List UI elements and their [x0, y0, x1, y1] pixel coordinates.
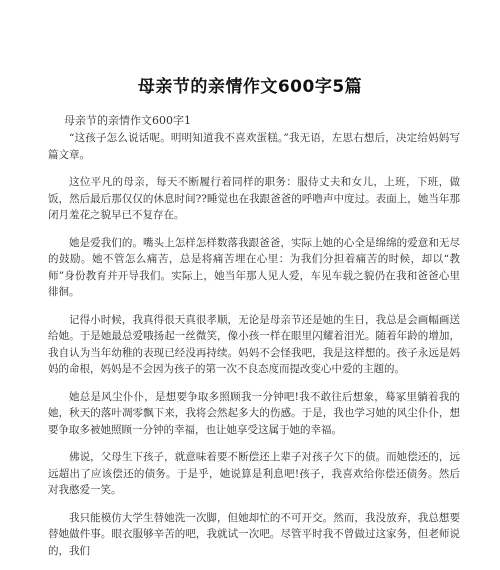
paragraph: 她是爱我们的。嘴头上怎样怎样数落我跟爸爸，实际上她的心全是绵绵的爱意和无尽的鼓励。她不管怎么痛苦，总是将痛苦埋在心里：为我们分担着痛苦的时候，却以“教师”身份教育并开导我们。实际上，她当年那人见人爱，车见车载之貌仍在我和爸爸心里徘徊。	[48, 236, 460, 298]
paragraph: 这位平凡的母亲，每天不断履行着同样的职务：服侍丈夫和女儿，上班，下班，做饭，然后最后那仅仅的休息时间??睡觉也在我跟爸爸的呼噜声中度过。表面上，她当年那闭月羞花之貌早已不复存在。	[48, 176, 460, 221]
paragraph: 佛说，父母生下孩子，就意味着要不断偿还上辈子对孩子欠下的债。而她偿还的，远远超出了应该偿还的债务。于是乎，她说算是利息吧!孩子，我喜欢给你偿还债务。然后对我憨爱一笑。	[48, 451, 460, 496]
paragraph: “这孩子怎么说话呢。明明知道我不喜欢蛋糕。”我无语，左思右想后，决定给妈妈写篇文章。	[48, 132, 460, 161]
page-title: 母亲节的亲情作文600字5篇	[137, 77, 363, 97]
paragraph: 我只能模仿大学生替她洗一次脚，但她却忙的不可开交。然而，我没放弃，我总想要替她做件事。眼衣服够辛苦的吧，我就试一次吧。尽管平时我不曾做过这家务，但老师说的，我们	[48, 511, 460, 557]
paragraph: 记得小时候，我真得很天真很孝顺，无论是母亲节还是她的生日，我总是会画幅画送给她。于是她最总爱哦扬起一丝微笑，像小孩一样在眼里闪耀着泪光。随着年龄的增加，我自认为当年幼稚的表现已经没再持续。妈妈不会怪我吧，我是这样想的。孩子永远是妈妈的命根，妈妈是不会因为孩子的第一次不良态度而提改变心中爱的主题的。	[48, 313, 460, 375]
paragraph: 她总是风尘仆仆，是想要争取多照顾我一分钟吧!我不敢往后想象，蓦冢里躺着我的她，秋天的落叶凋零飘下来，我将会然起多大的伤感。于是，我也学习她的风尘仆仆，想要争取多被她照顾一分钟的幸福，也让她享受这属于她的幸福。	[48, 390, 460, 436]
article-subtitle: 母亲节的亲情作文600字1	[64, 114, 191, 127]
article-body	[48, 130, 460, 570]
